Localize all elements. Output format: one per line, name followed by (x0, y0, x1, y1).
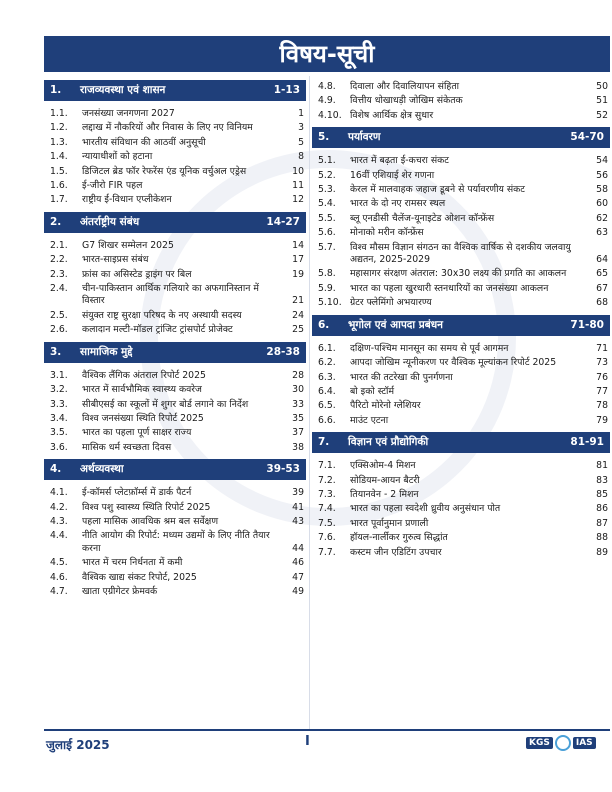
entry-page: 39 (292, 487, 304, 499)
entry-page: 19 (292, 268, 304, 280)
toc-entry[interactable] (44, 529, 306, 556)
entry-title: कलादान मल्टी-मॉडल ट्रांजिट ट्रांसपोर्ट प्रोजेक्ट (82, 324, 233, 336)
entry-page: 41 (292, 501, 304, 513)
entry-title: G7 शिखर सम्मेलन 2025 (82, 239, 174, 251)
entry-title: संयुक्त राष्ट्र सुरक्षा परिषद के नए अस्थायी सदस्य (82, 309, 242, 321)
toc-entry[interactable] (312, 154, 610, 168)
toc-entry[interactable] (44, 150, 306, 164)
toc-entry[interactable] (312, 459, 610, 473)
entry-number: 5.9. (318, 282, 336, 294)
section-title: विज्ञान एवं प्रौद्योगिकी (348, 436, 429, 449)
entry-page: 14 (292, 239, 304, 251)
toc-entry[interactable] (44, 398, 306, 412)
column-divider (309, 76, 310, 729)
entry-number: 2.4. (50, 283, 68, 295)
entry-number: 5.1. (318, 155, 336, 167)
entry-title: पैरिटो मोरेनो ग्लेशियर (350, 400, 421, 412)
section-title: भूगोल एवं आपदा प्रबंधन (348, 318, 443, 331)
section-header[interactable] (312, 432, 610, 453)
section-page-range: 28-38 (266, 345, 300, 358)
toc-entry[interactable] (44, 282, 306, 309)
toc-entry[interactable] (44, 571, 306, 585)
toc-entry[interactable] (44, 441, 306, 455)
toc-entry[interactable] (312, 80, 610, 94)
entry-page: 79 (596, 414, 608, 426)
entry-page: 25 (292, 324, 304, 336)
entry-title: भारत की तटरेखा की पुनर्गणना (350, 371, 453, 383)
entry-page: 77 (596, 385, 608, 397)
entry-number: 4.6. (50, 571, 68, 583)
entry-number: 3.4. (50, 412, 68, 424)
section-header[interactable] (312, 127, 610, 148)
section-title: सामाजिक मुद्दे (80, 345, 133, 358)
entry-title: भारत का पहला स्वदेशी ध्रुवीय अनुसंधान पोत (350, 503, 501, 515)
entry-page: 67 (596, 282, 608, 294)
entry-title: विशेष आर्थिक क्षेत्र सुधार (350, 109, 434, 121)
entry-page: 3 (298, 122, 304, 134)
toc-entry[interactable] (312, 371, 610, 385)
entry-page: 87 (596, 517, 608, 529)
entry-page: 5 (298, 136, 304, 148)
entry-title: माउंट एटना (350, 414, 389, 426)
entry-title: मोनाको मरीन कॉन्फ्रेंस (350, 227, 424, 239)
toc-entry[interactable] (312, 109, 610, 123)
section-header[interactable] (44, 342, 306, 363)
entry-title: नीति आयोग की रिपोर्ट: मध्यम उद्यमों के लिए नीति तैयार करना (82, 530, 270, 554)
entry-title: ई-कॉमर्स प्लेटफ़ॉर्म्स में डार्क पैटर्न (82, 487, 192, 499)
toc-entry[interactable] (44, 239, 306, 253)
entry-number: 4.7. (50, 585, 68, 597)
entry-page: 52 (596, 109, 608, 121)
section-page-range: 71-80 (570, 318, 604, 331)
entry-number: 1.6. (50, 180, 68, 192)
toc-entry[interactable] (312, 267, 610, 281)
entry-number: 5.6. (318, 227, 336, 239)
toc-entry[interactable] (44, 426, 306, 440)
globe-icon (555, 735, 571, 751)
toc-entry[interactable] (312, 296, 610, 310)
section-number: 1. (50, 84, 62, 96)
entry-number: 4.10. (318, 109, 342, 121)
entry-page: 56 (596, 169, 608, 181)
section-page-range: 14-27 (266, 215, 300, 228)
toc-entry[interactable] (44, 323, 306, 337)
entry-title: भारत-साइप्रस संबंध (82, 254, 149, 266)
entry-number: 7.3. (318, 488, 336, 500)
entry-page: 65 (596, 268, 608, 280)
entry-title: हॉयल-नार्लीकर गुरुत्व सिद्धांत (350, 532, 448, 544)
entry-title: भारत में सार्वभौमिक स्वास्थ्य कवरेज (82, 384, 202, 396)
entry-page: 44 (292, 542, 304, 554)
entry-title: फ्रांस का असिस्टेड ड्राइंग पर बिल (82, 268, 192, 280)
section-title: पर्यावरण (348, 131, 381, 144)
toc-entry[interactable] (44, 515, 306, 529)
toc-entry[interactable] (44, 486, 306, 500)
entry-number: 6.2. (318, 357, 336, 369)
toc-entry[interactable] (44, 383, 306, 397)
toc-entry[interactable] (312, 241, 610, 268)
entry-page: 49 (292, 585, 304, 597)
entry-page: 60 (596, 198, 608, 210)
toc-entry[interactable] (312, 517, 610, 531)
entry-page: 43 (292, 515, 304, 527)
section-header[interactable] (44, 80, 306, 101)
entry-page: 73 (596, 357, 608, 369)
entry-number: 6.1. (318, 342, 336, 354)
entry-page: 8 (298, 151, 304, 163)
entry-number: 1.7. (50, 194, 68, 206)
entry-title: पहला मासिक आवधिक श्रम बल सर्वेक्षण (82, 515, 219, 527)
entry-page: 12 (292, 194, 304, 206)
toc-entry[interactable] (44, 179, 306, 193)
toc-entry[interactable] (44, 107, 306, 121)
entry-page: 21 (292, 295, 304, 307)
entry-number: 6.3. (318, 371, 336, 383)
toc-entry[interactable] (312, 399, 610, 413)
entry-number: 6.6. (318, 414, 336, 426)
section-header[interactable] (44, 212, 306, 233)
toc-entry[interactable] (312, 474, 610, 488)
entry-title: सोडियम-आयन बैटरी (350, 474, 420, 486)
entry-page: 63 (596, 227, 608, 239)
entry-title: ब्लू एनडीसी चैलेंज-यूनाइटेड ओशन कॉन्फ्रेंस (350, 212, 495, 224)
entry-page: 50 (596, 81, 608, 92)
toc-entry[interactable] (312, 531, 610, 545)
entry-page: 11 (292, 180, 304, 192)
entry-title: जनसंख्या जनगणना 2027 (82, 108, 175, 119)
entry-number: 5.3. (318, 184, 336, 196)
entry-page: 83 (596, 474, 608, 486)
entry-title: न्यायाधीशों को हटाना (82, 151, 153, 163)
entry-page: 68 (596, 297, 608, 309)
toc-entry[interactable] (44, 268, 306, 282)
entry-page: 30 (292, 384, 304, 396)
entry-title: विश्व जनसंख्या स्थिति रिपोर्ट 2025 (82, 412, 204, 424)
toc-entry[interactable] (312, 385, 610, 399)
entry-page: 58 (596, 184, 608, 196)
toc-entry[interactable] (312, 502, 610, 516)
section-number: 7. (318, 436, 330, 449)
entry-number: 5.4. (318, 198, 336, 210)
entry-page: 33 (292, 398, 304, 410)
entry-title: भारत पूर्वानुमान प्रणाली (350, 517, 429, 529)
entry-number: 1.4. (50, 151, 68, 163)
entry-title: भारत का पहला पूर्ण साक्षर राज्य (82, 427, 192, 439)
entry-title: एक्सिओम-4 मिशन (350, 460, 416, 472)
entry-title: लद्दाख में नौकरियों और निवास के लिए नए विनियम (82, 122, 253, 134)
entry-title: भारतीय संविधान की आठवीं अनुसूची (82, 136, 206, 148)
entry-title: आपदा जोखिम न्यूनीकरण पर वैश्विक मूल्यांकन रिपोर्ट 2025 (350, 357, 557, 369)
entry-title: भारत में चरम निर्धनता में कमी (82, 557, 183, 569)
entry-title: सीबीएसई का स्कूलों में शुगर बोर्ड लगाने का निर्देश (82, 398, 249, 410)
entry-title: राष्ट्रीय ई-विधान एप्लीकेशन (82, 194, 172, 206)
page-title: विषय-सूची (44, 36, 610, 72)
left-column (44, 76, 306, 599)
section-title: अर्थव्यवस्था (80, 463, 124, 476)
section-title: अंतर्राष्ट्रीय संबंध (80, 215, 140, 228)
entry-number: 4.9. (318, 95, 336, 107)
toc-entry[interactable] (44, 501, 306, 515)
entry-title: महासागर संरक्षण अंतराल: 30x30 लक्ष्य की प्रगति का आकलन (350, 268, 567, 280)
toc-entry[interactable] (312, 212, 610, 226)
toc-entry[interactable] (312, 488, 610, 502)
section-header[interactable] (44, 459, 306, 480)
entry-title: वित्तीय धोखाधड़ी जोखिम संकेतक (350, 95, 463, 107)
entry-title: दिवाला और दिवालियापन संहिता (350, 81, 460, 92)
entry-number: 3.5. (50, 427, 68, 439)
entry-page: 28 (292, 369, 304, 381)
entry-page: 71 (596, 342, 608, 354)
section-page-range: 54-70 (570, 131, 604, 144)
entry-page: 86 (596, 503, 608, 515)
entry-number: 2.1. (50, 239, 68, 251)
logo-ias-text: IAS (573, 737, 596, 749)
entry-title: केरल में मालवाहक जहाज डूबने से पर्यावरणीय संकट (350, 184, 525, 196)
section-number: 5. (318, 131, 330, 144)
entry-number: 7.1. (318, 460, 336, 472)
entry-page: 88 (596, 532, 608, 544)
toc-entry[interactable] (44, 253, 306, 267)
logo-kgs-text: KGS (526, 737, 553, 749)
entry-title: कस्टम जीन एडिटिंग उपचार (350, 546, 442, 558)
entry-number: 5.10. (318, 297, 342, 309)
entry-page: 76 (596, 371, 608, 383)
entry-page: 38 (292, 441, 304, 453)
entry-page: 54 (596, 155, 608, 167)
entry-number: 7.4. (318, 503, 336, 515)
entry-number: 5.2. (318, 169, 336, 181)
toc-entry[interactable] (312, 356, 610, 370)
entry-page: 37 (292, 427, 304, 439)
entry-title: बो इको स्टॉर्म (350, 385, 395, 397)
entry-number: 4.1. (50, 487, 68, 499)
entry-title: चीन-पाकिस्तान आर्थिक गलियारे का अफगानिस्तान में विस्तार (82, 283, 259, 307)
entry-number: 7.5. (318, 517, 336, 529)
entry-number: 5.5. (318, 212, 336, 224)
toc-entry[interactable] (312, 197, 610, 211)
toc-entry[interactable] (44, 121, 306, 135)
entry-title: भारत में बढ़ता ई-कचरा संकट (350, 155, 449, 167)
entry-number: 1.2. (50, 122, 68, 134)
entry-title: मासिक धर्म स्वच्छता दिवस (82, 441, 172, 453)
toc-entry[interactable] (312, 169, 610, 183)
toc-entry[interactable] (312, 414, 610, 428)
entry-page: 64 (596, 254, 608, 266)
entry-page: 47 (292, 571, 304, 583)
entry-number: 4.5. (50, 557, 68, 569)
entry-title: भारत का पहला खुरधारी स्तनधारियों का जनसंख्या आकलन (350, 282, 549, 294)
section-number: 6. (318, 318, 330, 331)
entry-page: 10 (292, 165, 304, 177)
entry-title: भारत के दो नए रामसर स्थल (350, 198, 446, 210)
toc-entry[interactable] (44, 309, 306, 323)
entry-page: 24 (292, 309, 304, 321)
toc-entry[interactable] (44, 556, 306, 570)
right-column (312, 76, 610, 560)
entry-title: विश्व पशु स्वास्थ्य स्थिति रिपोर्ट 2025 (82, 501, 211, 513)
entry-number: 4.4. (50, 530, 68, 542)
footer-divider (44, 729, 610, 731)
entry-page: 78 (596, 400, 608, 412)
toc-entry[interactable] (44, 412, 306, 426)
toc-entry[interactable] (312, 183, 610, 197)
entry-number: 4.3. (50, 515, 68, 527)
entry-title: खाता एग्रीगेटर फ्रेमवर्क (82, 585, 158, 597)
entry-number: 3.6. (50, 441, 68, 453)
entry-number: 1.3. (50, 136, 68, 148)
entry-number: 6.4. (318, 385, 336, 397)
section-page-range: 1-13 (273, 84, 300, 96)
entry-number: 7.7. (318, 546, 336, 558)
toc-entry[interactable] (44, 369, 306, 383)
toc-entry[interactable] (312, 94, 610, 108)
toc-entry[interactable] (312, 282, 610, 296)
entry-title: वैश्विक खाद्य संकट रिपोर्ट, 2025 (82, 571, 197, 583)
toc-entry[interactable] (44, 193, 306, 207)
toc-entry[interactable] (44, 165, 306, 179)
kgs-ias-logo (526, 735, 596, 751)
entry-title: डिजिटल ब्रेड फॉर रेफरेंस एंड यूनिक वर्चुअल एड्रेस (82, 165, 247, 177)
toc-entry[interactable] (312, 226, 610, 240)
entry-page: 81 (596, 460, 608, 472)
section-number: 4. (50, 463, 62, 476)
entry-page: 89 (596, 546, 608, 558)
toc-entry[interactable] (312, 546, 610, 560)
entry-number: 3.1. (50, 369, 68, 381)
toc-entry[interactable] (312, 342, 610, 356)
entry-number: 6.5. (318, 400, 336, 412)
section-title: राजव्यवस्था एवं शासन (80, 84, 166, 96)
entry-page: 17 (292, 254, 304, 266)
section-number: 3. (50, 345, 62, 358)
entry-number: 2.6. (50, 324, 68, 336)
entry-page: 1 (298, 108, 304, 119)
entry-number: 5.7. (318, 241, 336, 253)
entry-number: 7.2. (318, 474, 336, 486)
section-header[interactable] (312, 315, 610, 336)
entry-number: 5.8. (318, 268, 336, 280)
entry-number: 1.1. (50, 108, 68, 119)
entry-number: 1.5. (50, 165, 68, 177)
entry-number: 3.2. (50, 384, 68, 396)
entry-title: विश्व मौसम विज्ञान संगठन का वैश्विक वार्षिक से दशकीय जलवायु अद्यतन, 2025-2029 (350, 241, 571, 266)
entry-number: 2.2. (50, 254, 68, 266)
toc-entry[interactable] (44, 585, 306, 599)
toc-entry[interactable] (44, 136, 306, 150)
entry-title: ग्रेटर फ्लेमिंगो अभयारण्य (350, 297, 432, 309)
entry-page: 35 (292, 412, 304, 424)
section-number: 2. (50, 215, 62, 228)
footer-page-number: I (305, 734, 310, 749)
entry-page: 62 (596, 212, 608, 224)
entry-title: 16वीं एशियाई शेर गणना (350, 169, 435, 181)
entry-title: ई-जीरो FIR पहल (82, 180, 143, 192)
footer-month: जुलाई 2025 (46, 738, 110, 752)
entry-page: 46 (292, 557, 304, 569)
entry-page: 85 (596, 488, 608, 500)
entry-number: 4.2. (50, 501, 68, 513)
section-page-range: 81-91 (570, 436, 604, 449)
entry-number: 3.3. (50, 398, 68, 410)
entry-number: 7.6. (318, 532, 336, 544)
entry-number: 4.8. (318, 81, 336, 92)
section-page-range: 39-53 (266, 463, 300, 476)
entry-number: 2.3. (50, 268, 68, 280)
entry-title: तियानवेन - 2 मिशन (350, 488, 419, 500)
entry-title: वैश्विक लैंगिक अंतराल रिपोर्ट 2025 (82, 369, 206, 381)
entry-title: दक्षिण-पश्चिम मानसून का समय से पूर्व आगमन (350, 342, 509, 354)
entry-page: 51 (596, 95, 608, 107)
entry-number: 2.5. (50, 309, 68, 321)
